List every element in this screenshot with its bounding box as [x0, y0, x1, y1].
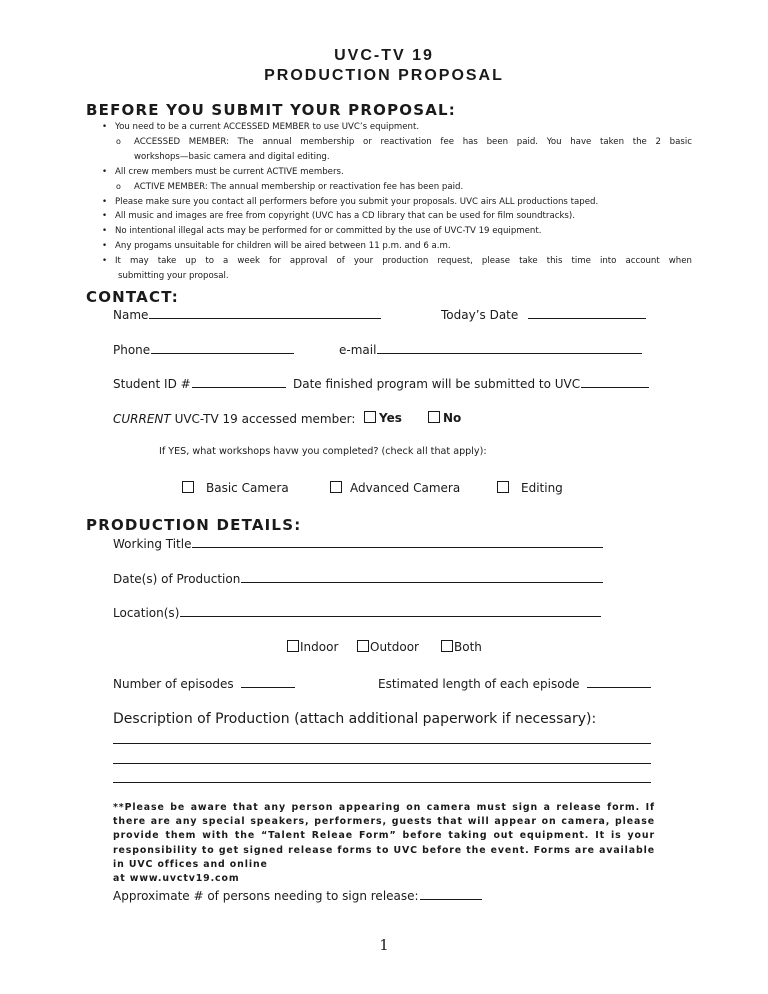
student-id-input-line[interactable]: [192, 376, 286, 388]
list-item: • It may take up to a week for approval of your production request, please take this time into account when: [102, 256, 692, 267]
working-title-input-line[interactable]: [192, 536, 603, 548]
indoor-checkbox[interactable]: [287, 640, 299, 652]
email-input-line[interactable]: [377, 342, 642, 354]
name-input-line[interactable]: [149, 307, 381, 319]
requirements-list: [102, 120, 692, 284]
no-checkbox[interactable]: [428, 411, 440, 423]
accessed-member-question: CURRENT UVC-TV 19 accessed member:: [113, 412, 356, 426]
phone-input-line[interactable]: [151, 342, 294, 354]
advanced-camera-checkbox[interactable]: [330, 481, 342, 493]
outdoor-option[interactable]: Outdoor: [357, 640, 419, 654]
finished-date-field[interactable]: Date finished program will be submitted to UVC: [293, 376, 649, 391]
list-item: • Any progams unsuitable for children will be aired between 11 p.m. and 6 a.m.: [102, 241, 451, 252]
list-item-cont: submitting your proposal.: [118, 271, 229, 282]
contact-heading: CONTACT:: [86, 288, 180, 306]
name-field[interactable]: Name: [113, 307, 381, 322]
location-field[interactable]: Location(s): [113, 605, 601, 620]
workshops-question: If YES, what workshops havw you completed? (check all that apply):: [159, 446, 487, 457]
indoor-option[interactable]: Indoor: [287, 640, 338, 654]
workshop-advanced-camera-option[interactable]: Advanced Camera: [330, 481, 460, 495]
list-item: • No intentional illegal acts may be performed for or committed by the use of UVC-TV 19 equipment.: [102, 226, 542, 237]
list-subitem: o ACTIVE MEMBER: The annual membership or reactivation fee has been paid.: [116, 181, 464, 192]
description-line-2[interactable]: [113, 763, 651, 764]
editing-checkbox[interactable]: [497, 481, 509, 493]
list-subitem-cont: workshops—basic camera and digital editing.: [134, 151, 330, 162]
episodes-field[interactable]: Number of episodes: [113, 676, 295, 691]
form-title-line2: PRODUCTION PROPOSAL: [264, 67, 504, 84]
working-title-field[interactable]: Working Title: [113, 536, 603, 551]
todays-date-input-line[interactable]: [528, 307, 646, 319]
list-item: • You need to be a current ACCESSED MEMBER to use UVC’s equipment.: [102, 122, 420, 132]
production-details-heading: PRODUCTION DETAILS:: [86, 516, 302, 534]
finished-date-input-line[interactable]: [581, 376, 649, 388]
workshop-editing-option[interactable]: Editing: [497, 481, 563, 495]
page-number: 1: [379, 936, 389, 954]
todays-date-field[interactable]: Today’s Date: [441, 307, 646, 322]
release-count-input-line[interactable]: [420, 888, 482, 900]
list-item: • All music and images are free from copyright (UVC has a CD library that can be used for film soundtracks).: [102, 211, 575, 222]
phone-field[interactable]: Phone: [113, 342, 294, 357]
description-label: Description of Production (attach additional paperwork if necessary):: [113, 711, 597, 727]
episode-length-input-line[interactable]: [587, 676, 651, 688]
member-no-option[interactable]: No: [428, 411, 461, 425]
release-form-notice: **Please be aware that any person appearing on camera must sign a release form. If there are any special speakers, performers, guests that will appear on camera, please provide them with the “Talent Releae Form” before taking out equipment. It is your responsibility to get signed release forms to UVC before the event. Forms are available in UVC offices and online at www.uvctv19.com: [113, 802, 655, 885]
before-submit-heading: BEFORE YOU SUBMIT YOUR PROPOSAL:: [86, 101, 456, 119]
yes-checkbox[interactable]: [364, 411, 376, 423]
email-field[interactable]: e-mail: [339, 342, 642, 357]
both-checkbox[interactable]: [441, 640, 453, 652]
student-id-field[interactable]: Student ID #: [113, 376, 286, 391]
both-option[interactable]: Both: [441, 640, 482, 654]
list-item: • Please make sure you contact all performers before you submit your proposals. UVC airs ALL productions taped.: [102, 196, 599, 207]
episodes-input-line[interactable]: [241, 676, 295, 688]
description-line-3[interactable]: [113, 782, 651, 783]
outdoor-checkbox[interactable]: [357, 640, 369, 652]
description-line-1[interactable]: [113, 743, 651, 744]
location-input-line[interactable]: [180, 605, 601, 617]
release-count-field[interactable]: Approximate # of persons needing to sign release:: [113, 888, 482, 903]
list-item: • All crew members must be current ACTIVE members.: [102, 166, 344, 177]
production-dates-input-line[interactable]: [241, 571, 603, 583]
form-title-line1: UVC-TV 19: [334, 47, 434, 64]
workshop-basic-camera-option[interactable]: Basic Camera: [182, 481, 289, 495]
production-dates-field[interactable]: Date(s) of Production: [113, 571, 603, 586]
episode-length-field[interactable]: Estimated length of each episode: [378, 676, 651, 691]
basic-camera-checkbox[interactable]: [182, 481, 194, 493]
member-yes-option[interactable]: Yes: [364, 411, 402, 425]
list-subitem: o ACCESSED MEMBER: The annual membership or reactivation fee has been paid. You have taken the 2 basic: [116, 136, 692, 147]
